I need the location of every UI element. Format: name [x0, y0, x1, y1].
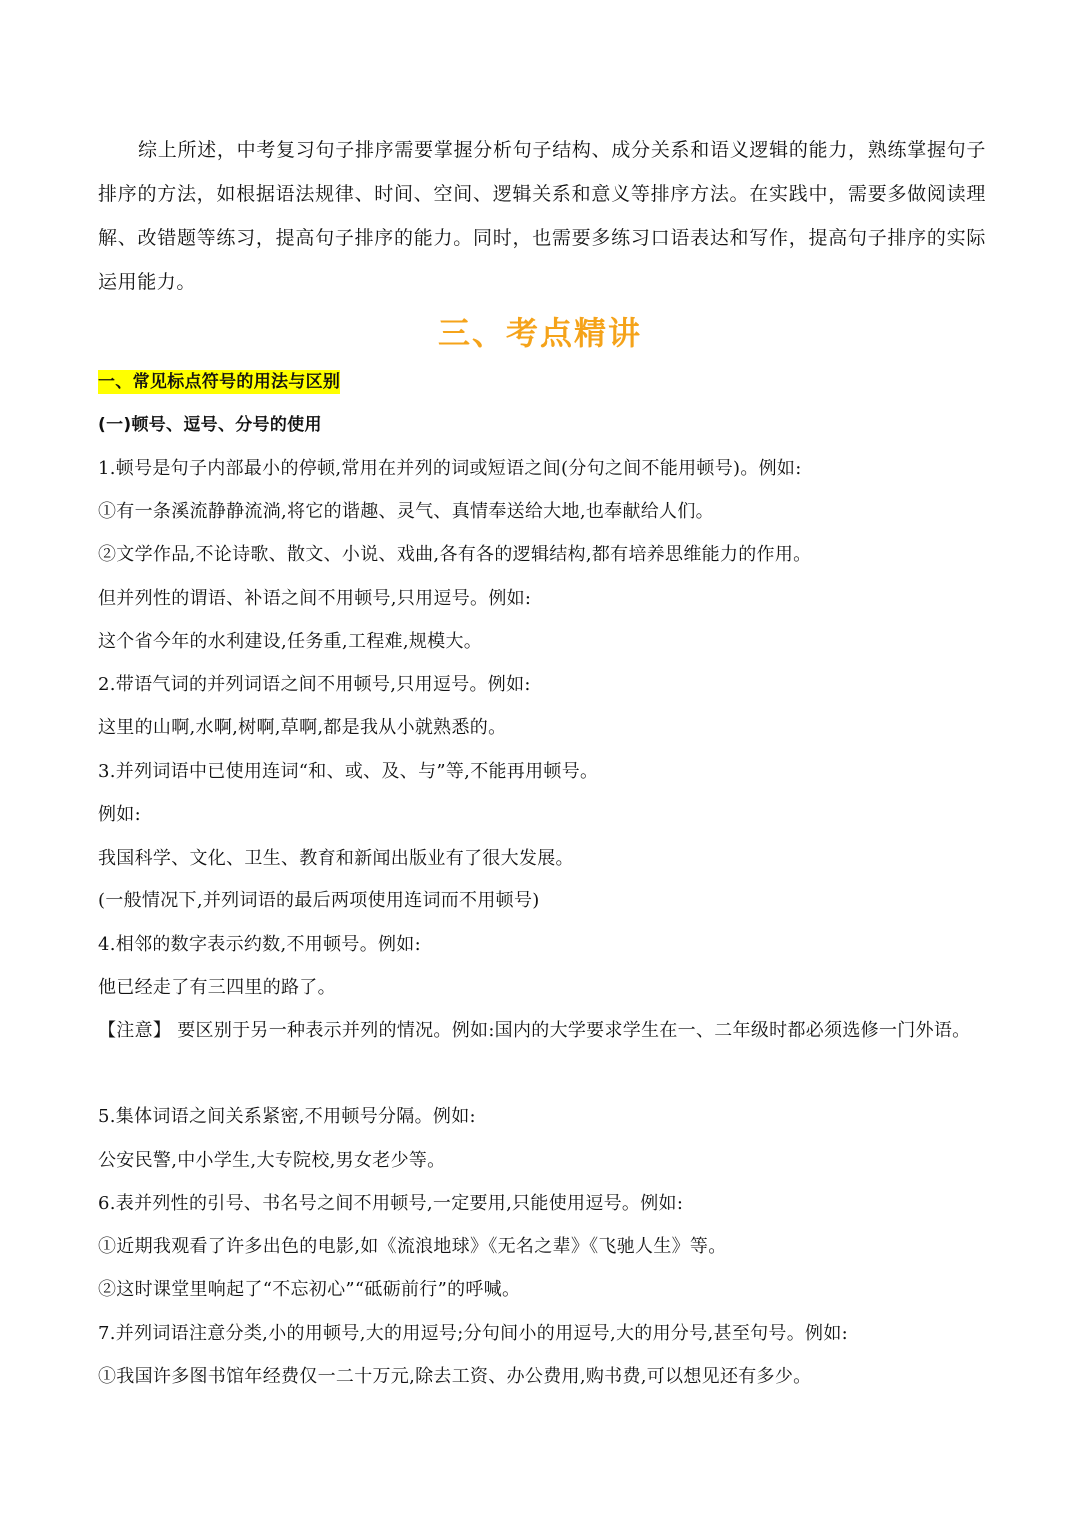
- text-line: 2.带语气词的并列词语之间不用顿号,只用逗号。例如:: [98, 674, 531, 695]
- text-line: ②文学作品,不论诗歌、散文、小说、戏曲,各有各的逻辑结构,都有培养思维能力的作用。: [98, 544, 812, 565]
- note-paragraph: 【注意】 要区别于另一种表示并列的情况。例如:国内的大学要求学生在一、二年级时都必须选修一门外语。: [98, 1020, 971, 1041]
- text-line: ②这时课堂里响起了“不忘初心”“砥砺前行”的呼喊。: [98, 1279, 521, 1300]
- text-line: ①近期我观看了许多出色的电影,如《流浪地球》《无名之辈》《飞驰人生》等。: [98, 1236, 727, 1257]
- text-line: 5.集体词语之间关系紧密,不用顿号分隔。例如:: [98, 1106, 476, 1127]
- text-line: 他已经走了有三四里的路了。: [98, 977, 336, 998]
- text-line: 3.并列词语中已使用连词“和、或、及、与”等,不能再用顿号。: [98, 761, 599, 782]
- highlighted-heading: 一、常见标点符号的用法与区别: [98, 372, 341, 392]
- intro-paragraph: 综上所述，中考复习句子排序需要掌握分析句子结构、成分关系和语义逻辑的能力，熟练掌握句子排序的方法，如根据语法规律、时间、空间、逻辑关系和意义等排序方法。在实践中，需要多做阅读理解、改错题等练习，提高句子排序的能力。同时，也需要多练习口语表达和写作，提高句子排序的实际运用能力。: [98, 139, 986, 293]
- text-line: 这个省今年的水利建设,任务重,工程难,规模大。: [98, 631, 483, 652]
- text-line: 7.并列词语注意分类,小的用顿号,大的用逗号;分句间小的用逗号,大的用分号,甚至句号。例如:: [98, 1323, 848, 1344]
- text-line: (一般情况下,并列词语的最后两项使用连词而不用顿号): [98, 890, 540, 911]
- text-line: ①我国许多图书馆年经费仅一二十万元,除去工资、办公费用,购书费,可以想见还有多少。: [98, 1366, 812, 1387]
- text-line: 但并列性的谓语、补语之间不用顿号,只用逗号。例如:: [98, 588, 532, 609]
- text-line: 4.相邻的数字表示约数,不用顿号。例如:: [98, 934, 421, 955]
- text-line: 例如:: [98, 804, 141, 825]
- heading-punctuation: [98, 367, 988, 397]
- text-line: 1.顿号是句子内部最小的停顿,常用在并列的词或短语之间(分句之间不能用顿号)。例如:: [98, 458, 802, 479]
- text-line: 这里的山啊,水啊,树啊,草啊,都是我从小就熟悉的。: [98, 717, 507, 738]
- text-line: ①有一条溪流静静流淌,将它的谐趣、灵气、真情奉送给大地,也奉献给人们。: [98, 501, 714, 522]
- text-line: 6.表并列性的引号、书名号之间不用顿号,一定要用,只能使用逗号。例如:: [98, 1193, 684, 1214]
- text-line: 我国科学、文化、卫生、教育和新闻出版业有了很大发展。: [98, 848, 574, 869]
- section-title: 三、考点精讲: [437, 314, 642, 352]
- subheading-dunhao: (一)顿号、逗号、分号的使用: [98, 415, 322, 435]
- text-line: 公安民警,中小学生,大专院校,男女老少等。: [98, 1150, 446, 1171]
